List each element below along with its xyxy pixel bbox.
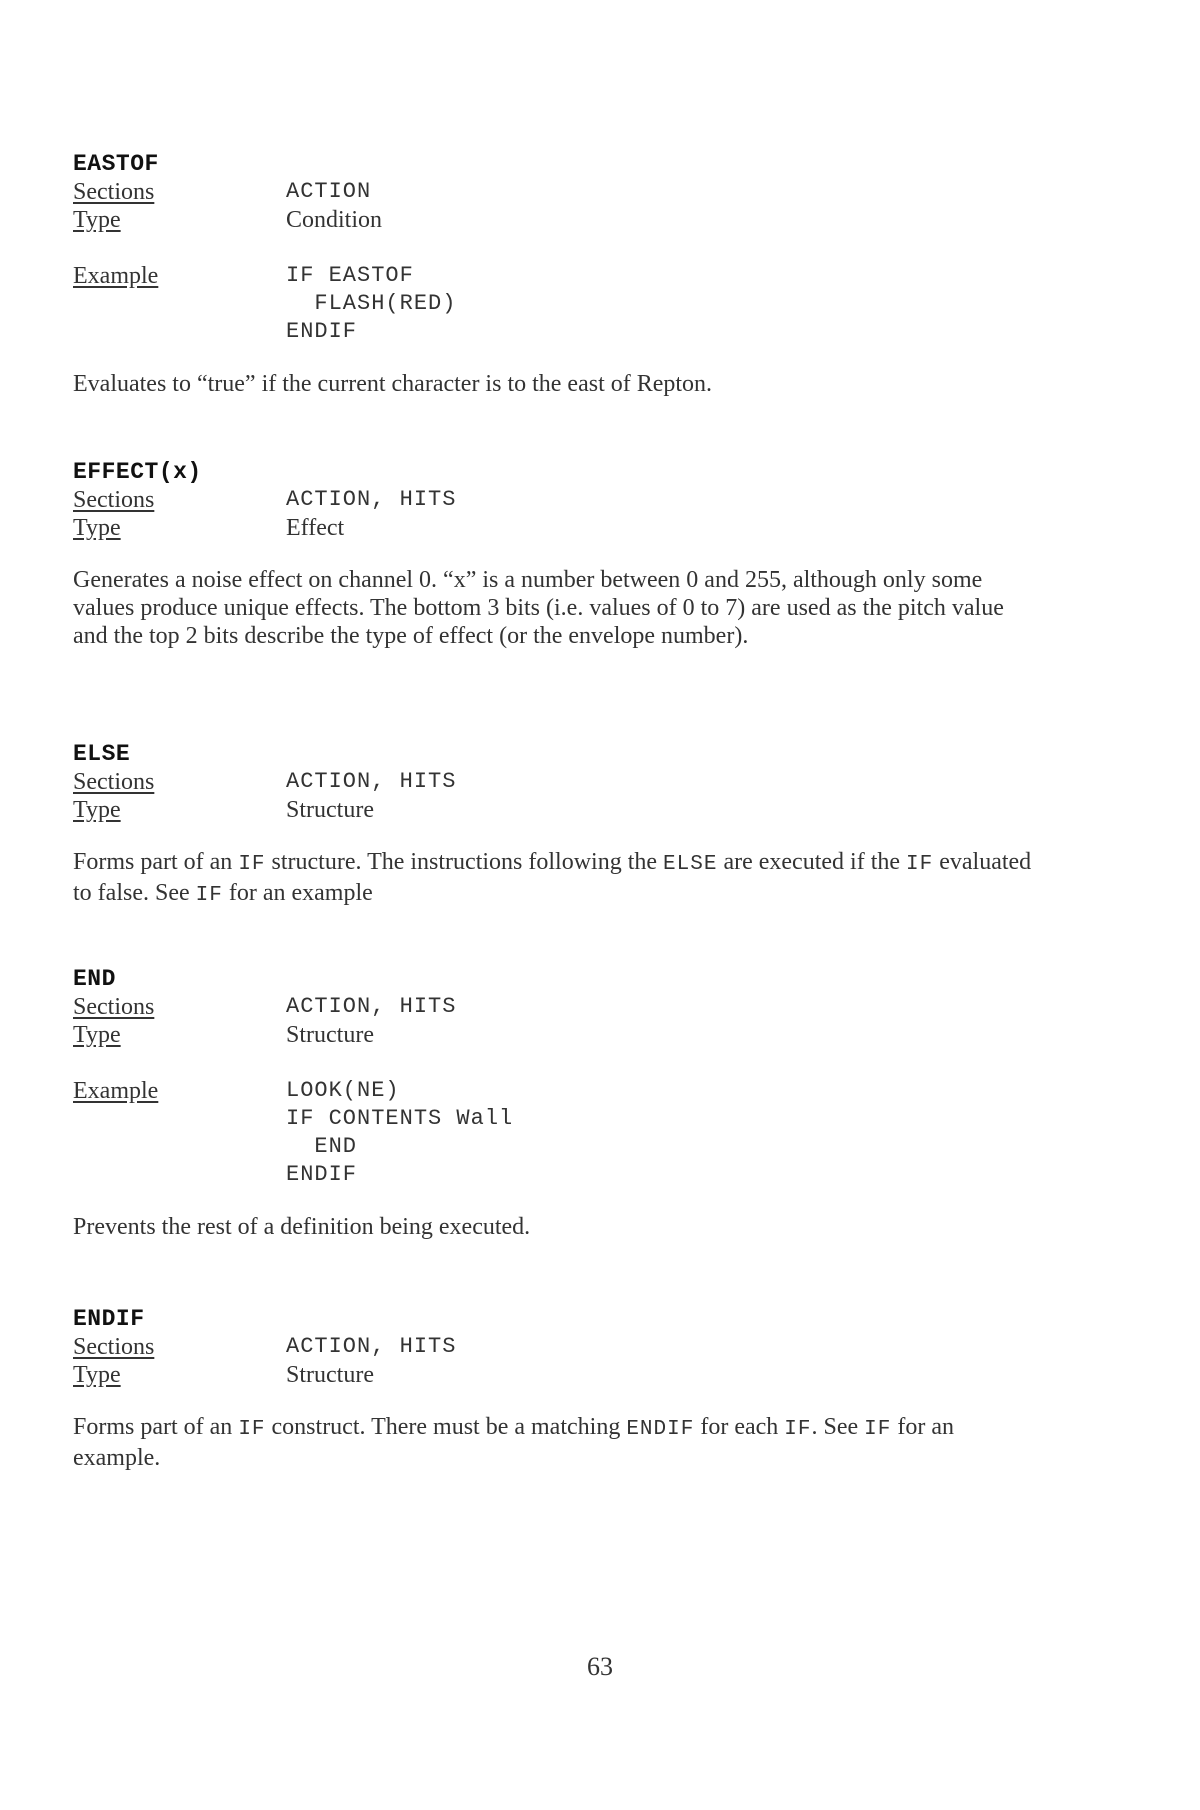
desc-text: are executed if the: [717, 849, 907, 875]
desc-code: ENDIF: [626, 1418, 695, 1441]
entry-eastof: [73, 150, 1073, 398]
type-label: Type: [73, 515, 121, 541]
example-row: [73, 1077, 1073, 1189]
type-label: Type: [73, 207, 121, 233]
entry-end: [73, 965, 1073, 1241]
desc-code: IF: [195, 884, 223, 907]
example-row: [73, 262, 1073, 346]
sections-label: Sections: [73, 994, 155, 1020]
example-code: [286, 1077, 513, 1189]
entry-else: [73, 740, 1073, 910]
type-label: Type: [73, 1022, 121, 1048]
entry-keyword: ELSE: [73, 741, 131, 767]
entry-keyword: EFFECT(x): [73, 459, 202, 485]
desc-text: for an example: [222, 880, 373, 906]
type-row: [73, 514, 1073, 542]
example-code: [286, 262, 456, 346]
type-row: [73, 1021, 1073, 1049]
sections-value: ACTION: [286, 179, 372, 204]
type-label: Type: [73, 1362, 121, 1388]
sections-label: Sections: [73, 1334, 155, 1360]
type-value: Structure: [286, 797, 374, 823]
entry-description: Evaluates to “true” if the current character is to the east of Repton.: [73, 371, 713, 397]
sections-label: Sections: [73, 179, 155, 205]
code-line: LOOK(NE): [286, 1078, 400, 1103]
type-row: [73, 796, 1073, 824]
entry-effect: [73, 458, 1073, 650]
desc-text: for each: [694, 1414, 785, 1440]
sections-row: [73, 1333, 1073, 1361]
entry-description: [73, 1413, 1033, 1472]
entry-endif: [73, 1305, 1073, 1472]
example-label: Example: [73, 1078, 159, 1104]
sections-label: Sections: [73, 487, 155, 513]
page-number: 63: [587, 1652, 613, 1681]
desc-code: IF: [906, 853, 934, 876]
entry-description: Generates a noise effect on channel 0. “x” is a number between 0 and 255, although only some values produce unique effects. The bottom 3 bits (i.e. values of 0 to 7) are used as the pitch value and the top 2 bits describe the type of effect (or the envelope number).: [73, 567, 1004, 649]
type-row: [73, 206, 1073, 234]
sections-row: [73, 486, 1073, 514]
code-line: ENDIF: [286, 319, 358, 344]
example-label: Example: [73, 263, 159, 289]
sections-row: [73, 768, 1073, 796]
type-label: Type: [73, 797, 121, 823]
desc-text: evaluated to false. See: [73, 849, 1032, 906]
entry-keyword: END: [73, 966, 116, 992]
code-line: END: [286, 1134, 358, 1159]
type-row: [73, 1361, 1073, 1389]
entry-description: Prevents the rest of a definition being executed.: [73, 1214, 531, 1240]
code-line: IF EASTOF: [286, 263, 414, 288]
desc-text: Forms part of an: [73, 1414, 239, 1440]
desc-text: for an example.: [73, 1414, 955, 1471]
code-line: ENDIF: [286, 1162, 358, 1187]
code-line: FLASH(RED): [286, 291, 457, 316]
sections-label: Sections: [73, 769, 155, 795]
desc-code: IF: [864, 1418, 892, 1441]
desc-text: . See: [811, 1414, 865, 1440]
sections-row: [73, 993, 1073, 1021]
sections-value: ACTION, HITS: [286, 1334, 457, 1359]
desc-code: IF: [784, 1418, 812, 1441]
type-value: Effect: [286, 515, 345, 541]
desc-code: IF: [238, 1418, 266, 1441]
desc-text: construct. There must be a matching: [265, 1414, 627, 1440]
type-value: Structure: [286, 1022, 374, 1048]
entry-keyword: ENDIF: [73, 1306, 145, 1332]
desc-code: IF: [238, 853, 266, 876]
sections-value: ACTION, HITS: [286, 769, 457, 794]
entry-keyword: EASTOF: [73, 151, 159, 177]
code-line: IF CONTENTS Wall: [286, 1106, 514, 1131]
sections-value: ACTION, HITS: [286, 487, 457, 512]
type-value: Condition: [286, 207, 383, 233]
sections-row: [73, 178, 1073, 206]
sections-value: ACTION, HITS: [286, 994, 457, 1019]
type-value: Structure: [286, 1362, 374, 1388]
desc-code: ELSE: [663, 853, 718, 876]
desc-text: structure. The instructions following the: [265, 849, 664, 875]
entry-description: [73, 848, 1033, 910]
desc-text: Forms part of an: [73, 849, 239, 875]
